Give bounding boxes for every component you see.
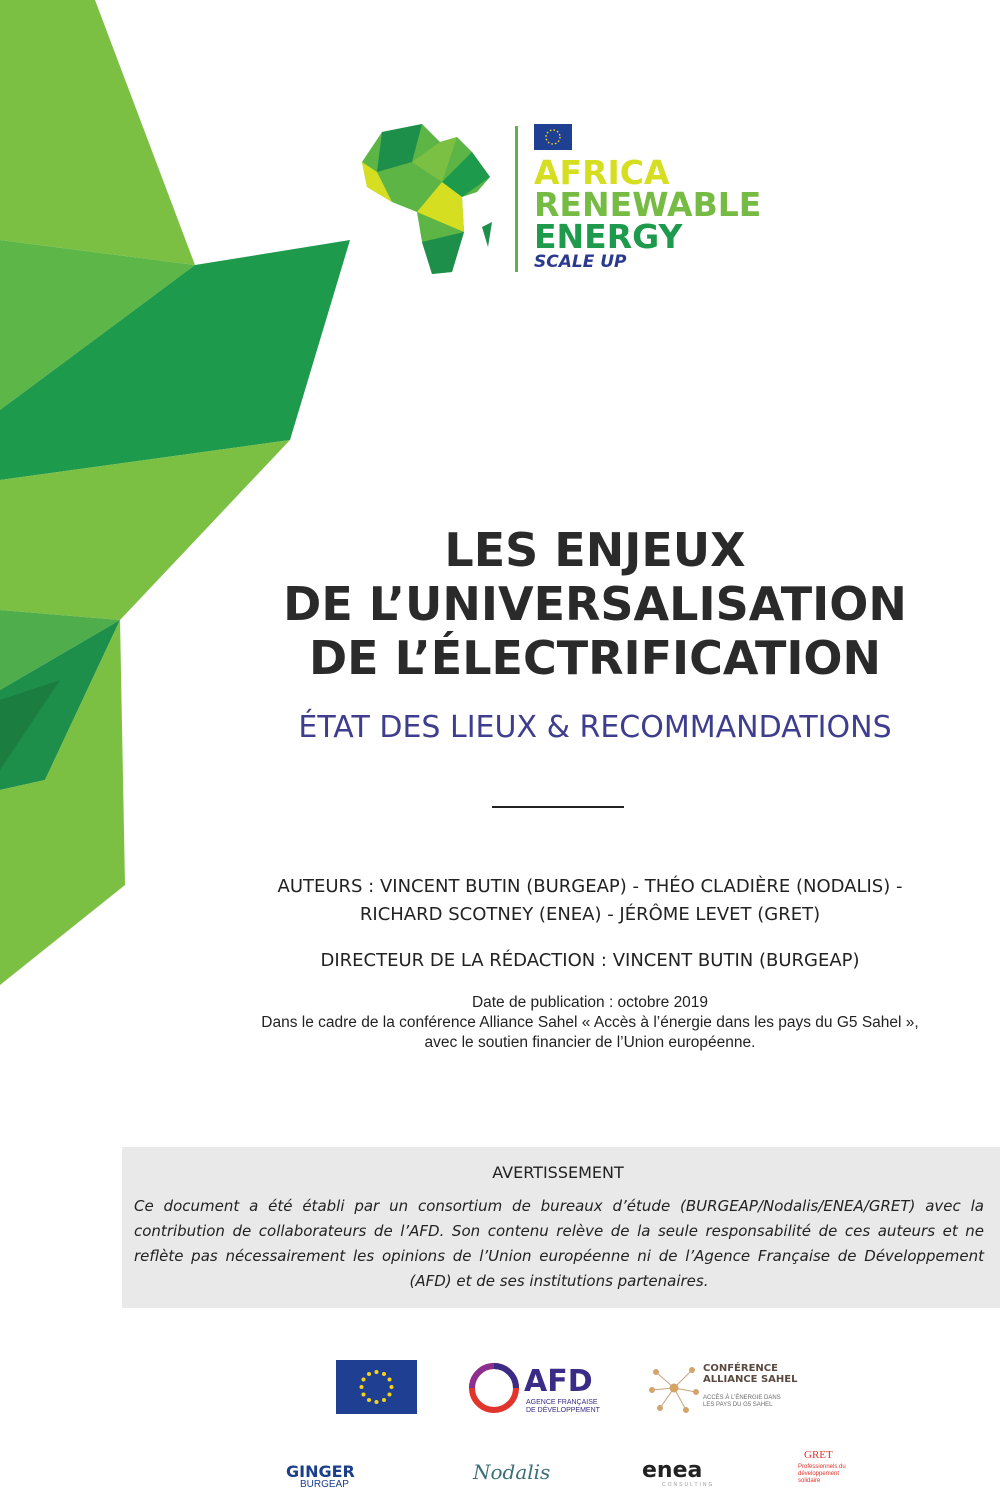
logo-line-energy: ENERGY <box>534 217 683 256</box>
enea-label: enea <box>642 1458 703 1483</box>
eu-flag-small-icon <box>534 124 572 150</box>
eu-flag-icon <box>336 1360 417 1414</box>
title-line-2: DE L’UNIVERSALISATION <box>283 577 907 631</box>
title-line-1: LES ENJEUX <box>444 523 746 577</box>
title-line-3: DE L’ÉLECTRIFICATION <box>308 631 882 685</box>
publication-date: Date de publication : octobre 2019 <box>471 994 709 1011</box>
authors-line-2: RICHARD SCOTNEY (ENEA) - JÉRÔME LEVET (GRET) <box>359 904 821 925</box>
logo-line-renewable: RENEWABLE <box>534 185 762 224</box>
afd-ring-icon <box>467 1361 521 1415</box>
alliance-sahel-label-1: CONFÉRENCE <box>703 1363 778 1374</box>
bg-shape-1 <box>0 0 195 265</box>
alliance-sahel-network-icon <box>646 1360 702 1416</box>
director-line: DIRECTEUR DE LA RÉDACTION : VINCENT BUTIN (BURGEAP) <box>320 950 860 971</box>
enea-sublabel: CONSULTING <box>662 1482 715 1488</box>
gret-sublabel: Professionnels du développement solidaire <box>798 1464 846 1484</box>
title-separator <box>492 806 624 808</box>
publication-funding: avec le soutien financier de l’Union européenne. <box>424 1034 756 1051</box>
africa-map-icon <box>362 122 512 277</box>
authors-line-1: AUTEURS : VINCENT BUTIN (BURGEAP) - THÉO CLADIÈRE (NODALIS) - <box>277 876 903 897</box>
burgeap-label: BURGEAP <box>300 1479 349 1490</box>
publication-context: Dans le cadre de la conférence Alliance Sahel « Accès à l’énergie dans les pays du G5 Sahel », <box>261 1014 919 1031</box>
alliance-sahel-label <box>703 1363 797 1385</box>
logo-line-scale-up: SCALE UP <box>534 252 627 272</box>
alliance-sahel-sublabel: ACCÈS À L’ÉNERGIE DANS LES PAYS DU G5 SAHEL <box>703 1395 781 1408</box>
afd-sublabel: AGENCE FRANÇAISE DE DÉVELOPPEMENT <box>526 1399 600 1414</box>
warning-title: AVERTISSEMENT <box>492 1163 624 1182</box>
ginger-label: GINGER <box>286 1462 355 1481</box>
warning-body: Ce document a été établi par un consortium de bureaux d’étude (BURGEAP/Nodalis/ENEA/GRET) avec la contribution de collaborateurs de l’AFD. Son contenu relève de la seule responsabilité de ces auteurs et ne reflète pas nécessairement les opinions de l’Union européenne ni de l’Agence Française de Développement (AFD) et de ses institutions partenaires. <box>134 1197 984 1290</box>
alliance-sahel-label-2: ALLIANCE SAHEL <box>703 1374 798 1385</box>
nodalis-label: Nodalis <box>473 1460 551 1484</box>
logo-divider <box>515 126 518 272</box>
logo-line-africa: AFRICA <box>534 153 670 192</box>
afd-label: AFD <box>524 1364 593 1399</box>
gret-label: GRET <box>804 1449 833 1461</box>
subtitle: ÉTAT DES LIEUX & RECOMMANDATIONS <box>298 710 892 745</box>
